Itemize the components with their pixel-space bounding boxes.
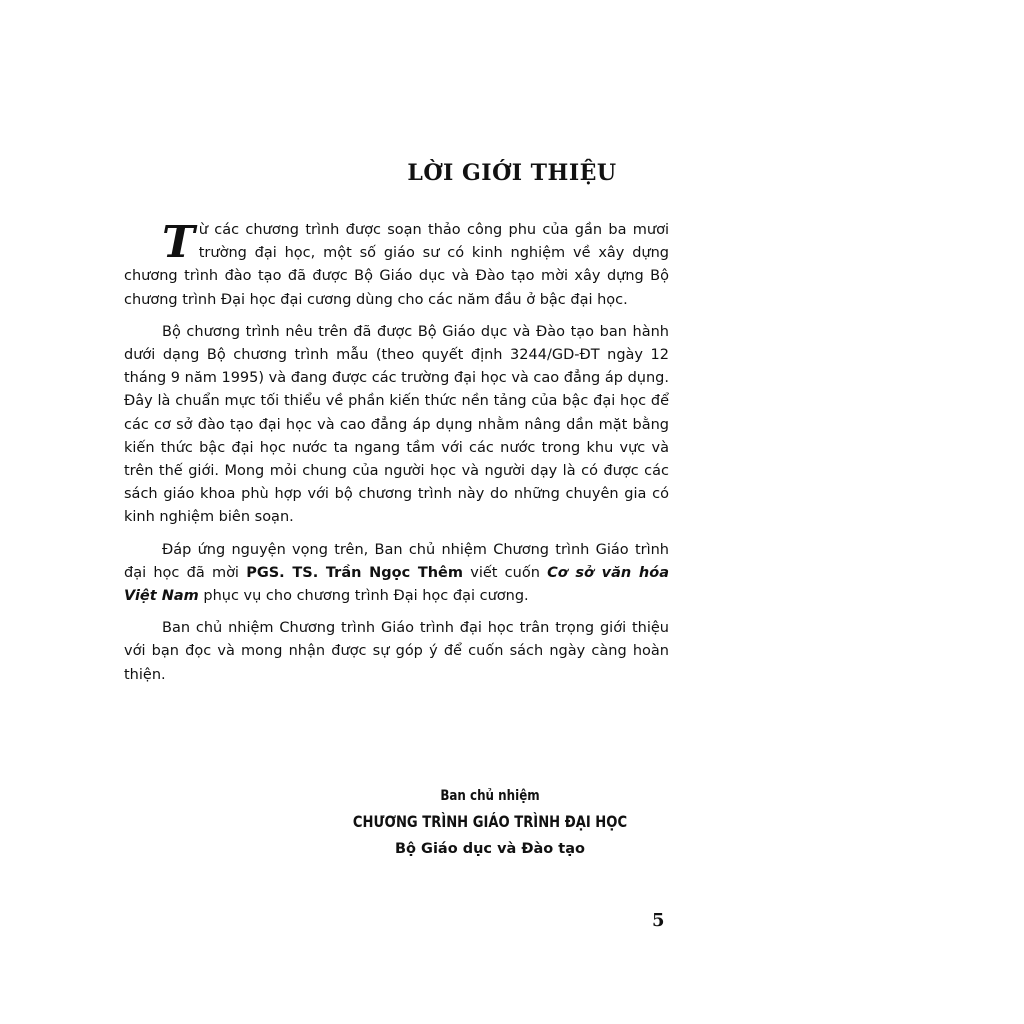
drop-cap: T	[162, 217, 195, 268]
signature-block	[280, 785, 700, 862]
page-title: LỜI GIỚI THIỆU	[407, 160, 617, 186]
author-name: PGS. TS. Trần Ngọc Thêm	[246, 564, 463, 581]
paragraph-3-text-middle: viết cuốn	[463, 564, 548, 581]
signature-line-1: Ban chủ nhiệm	[440, 788, 540, 804]
paragraph-1	[124, 219, 669, 312]
book-title: Cơ sở văn hóa Việt Nam	[124, 564, 669, 605]
paragraph-3-text-after: phục vụ cho chương trình Đại học đại cương.	[198, 588, 529, 605]
signature-line-2: CHƯƠNG TRÌNH GIÁO TRÌNH ĐẠI HỌC	[352, 812, 628, 831]
paragraph-1-text: ừ các chương trình được soạn thảo công phu của gần ba mươi trường đại học, một số giáo sư có kinh nghiệm về xây dựng chương trình đào tạo đã được Bộ Giáo dục và Đào tạo mời xây dựng Bộ chương trình Đại học đại cương dùng cho các năm đầu ở bậc đại học.	[124, 222, 669, 308]
body-text	[124, 219, 669, 696]
paragraph-4: Ban chủ nhiệm Chương trình Giáo trình đại học trân trọng giới thiệu với bạn đọc và mong nhận được sự góp ý để cuốn sách ngày càng hoàn thiện.	[124, 620, 669, 683]
paragraph-2: Bộ chương trình nêu trên đã được Bộ Giáo dục và Đào tạo ban hành dưới dạng Bộ chương trình mẫu (theo quyết định 3244/GD-ĐT ngày 12 tháng 9 năm 1995) và đang được các trường đại học và cao đẳng áp dụng. Đây là chuẩn mực tối thiểu về phần kiến thức nền tảng của bậc đại học để các cơ sở đào tạo đại học và cao đẳng áp dụng nhằm nâng dần mặt bằng kiến thức bậc đại học nước ta ngang tầm với các nước trong khu vực và trên thế giới. Mong mỏi chung của người học và người dạy là có được các sách giáo khoa phù hợp với bộ chương trình này do những chuyên gia có kinh nghiệm biên soạn.	[124, 323, 669, 526]
page-number: 5	[652, 910, 665, 931]
paragraph-3-text-before: Đáp ứng nguyện vọng trên, Ban chủ nhiệm Chương trình Giáo trình đại học đã mời	[124, 541, 669, 581]
signature-line-3: Bộ Giáo dục và Đào tạo	[395, 841, 585, 857]
paragraph-3	[124, 539, 669, 609]
